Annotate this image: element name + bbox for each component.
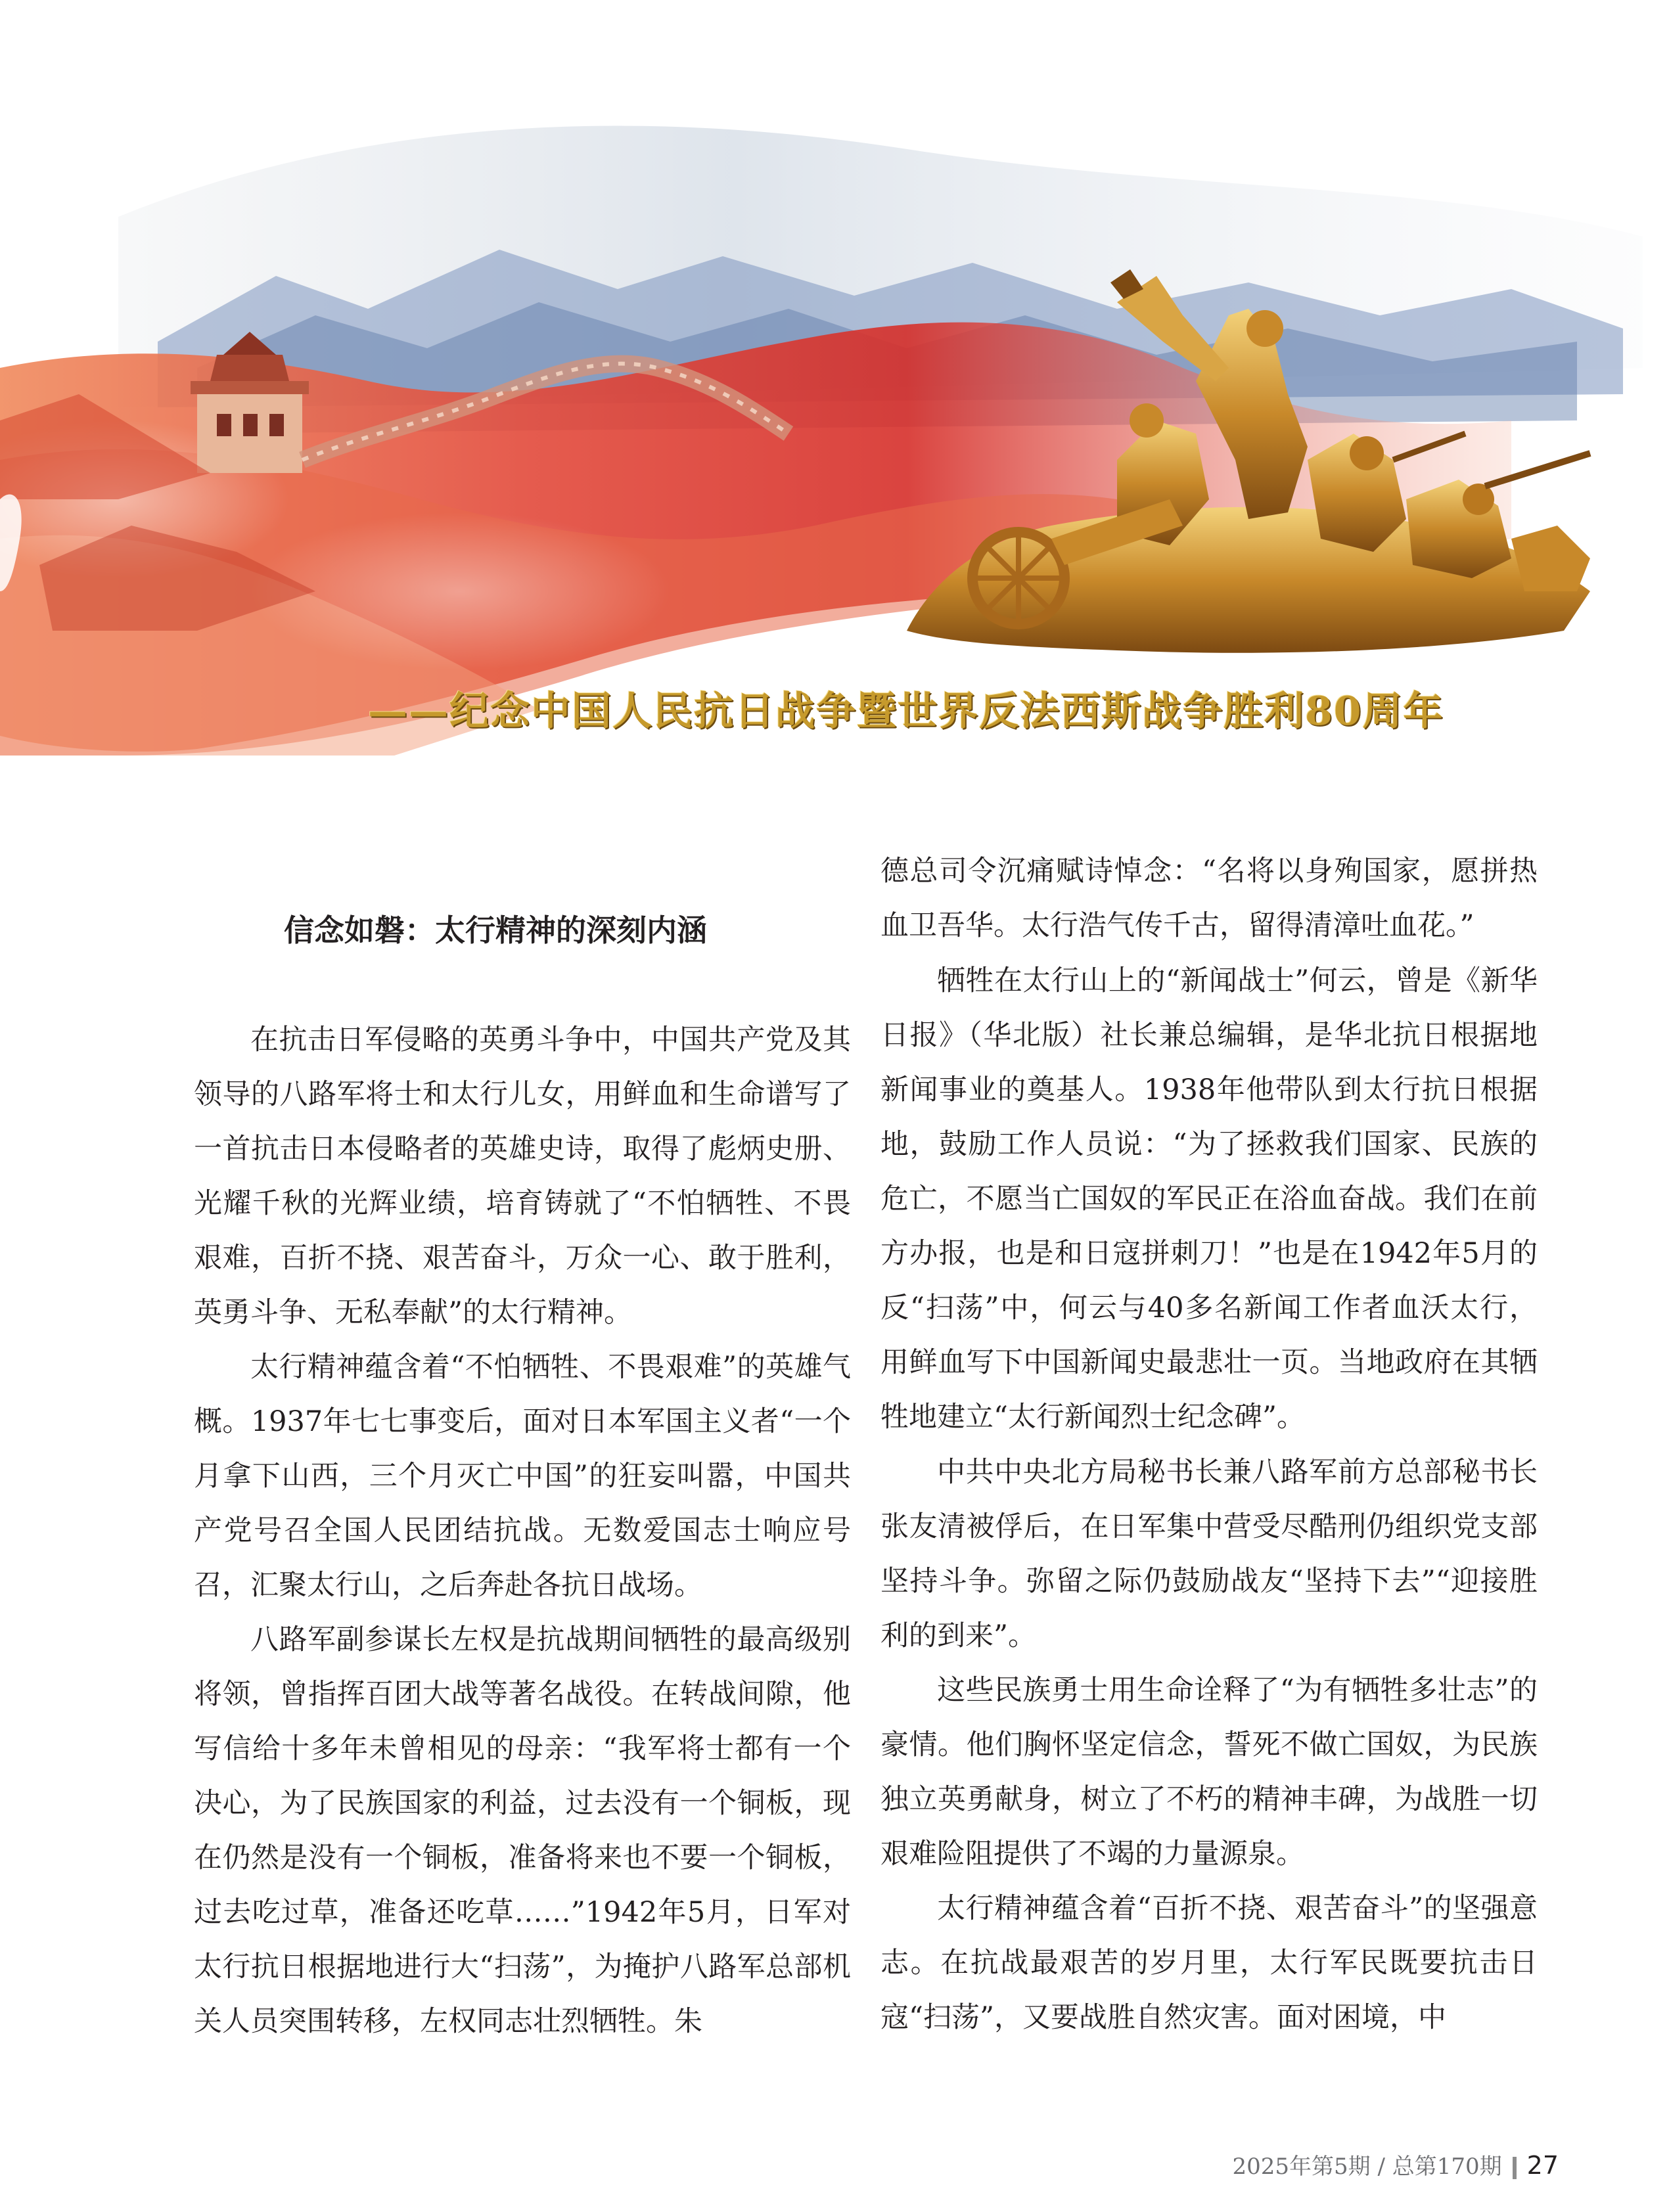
paragraph: 中共中央北方局秘书长兼八路军前方总部秘书长张友清被俘后，在日军集中营受尽酷刑仍组织党支部坚持斗争。弥留之际仍鼓励战友“坚持下去”“迎接胜利的到来”。	[880, 1456, 1538, 1652]
paragraph: 八路军副参谋长左权是抗战期间牺牲的最高级别将领，曾指挥百团大战等著名战役。在转战间隙，他写信给十多年未曾相见的母亲：“我军将士都有一个决心，为了民族国家的利益，过去没有一个铜板，现在仍然是没有一个铜板，准备将来也不要一个铜板，过去吃过草，准备还吃草……”1942年5月，日军对太行抗日根据地进行大“扫荡”，为掩护八路军总部机关人员突围转移，左权同志壮烈牺牲。朱	[194, 1623, 851, 2038]
banner-artwork	[0, 0, 1669, 795]
paragraph-continued: 德总司令沉痛赋诗悼念：“名将以身殉国家，愿拼热血卫吾华。太行浩气传千古，留得清漳吐血花。”	[880, 855, 1538, 942]
commemoration-subtitle: ——纪念中国人民抗日战争暨世界反法西斯战争胜利80周年	[368, 688, 1444, 734]
paragraph: 在抗击日军侵略的英勇斗争中，中国共产党及其领导的八路军将士和太行儿女，用鲜血和生命谱写了一首抗击日本侵略者的英雄史诗，取得了彪炳史册、光耀千秋的光辉业绩，培育铸就了“不怕牺牲、不畏艰难，百折不挠、艰苦奋斗，万众一心、敢于胜利，英勇斗争、无私奉献”的太行精神。	[194, 1024, 851, 1329]
issue-info: 2025年第5期 / 总第170期	[1232, 2154, 1502, 2180]
paragraph: 牺牲在太行山上的“新闻战士”何云，曾是《新华日报》（华北版）社长兼总编辑，是华北抗日根据地新闻事业的奠基人。1938年他带队到太行抗日根据地，鼓励工作人员说：“为了拯救我们国家、民族的危亡，不愿当亡国奴的军民正在浴血奋战。我们在前方办报，也是和日寇拼刺刀！”也是在1942年5月的反“扫荡”中，何云与40多名新闻工作者血沃太行，用鲜血写下中国新闻史最悲壮一页。当地政府在其牺牲地建立“太行新闻烈士纪念碑”。	[880, 964, 1538, 1433]
footer-divider	[1513, 2157, 1517, 2179]
paragraph: 太行精神蕴含着“不怕牺牲、不畏艰难”的英雄气概。1937年七七事变后，面对日本军国主义者“一个月拿下山西，三个月灭亡中国”的狂妄叫嚣，中国共产党号召全国人民团结抗战。无数爱国志士响应号召，汇聚太行山，之后奔赴各抗日战场。	[194, 1351, 851, 1602]
paragraph: 这些民族勇士用生命诠释了“为有牺牲多壮志”的豪情。他们胸怀坚定信念，誓死不做亡国奴，为民族独立英勇献身，树立了不朽的精神丰碑，为战胜一切艰难险阻提供了不竭的力量源泉。	[880, 1674, 1538, 1870]
banner-illustration	[0, 0, 1669, 795]
paragraph: 太行精神蕴含着“百折不挠、艰苦奋斗”的坚强意志。在抗战最艰苦的岁月里，太行军民既要抗击日寇“扫荡”，又要战胜自然灾害。面对困境，中	[880, 1892, 1538, 2034]
page-number: 27	[1526, 2151, 1559, 2180]
page-footer	[1233, 2148, 1559, 2180]
section-heading: 信念如磐：太行精神的深刻内涵	[284, 913, 707, 948]
